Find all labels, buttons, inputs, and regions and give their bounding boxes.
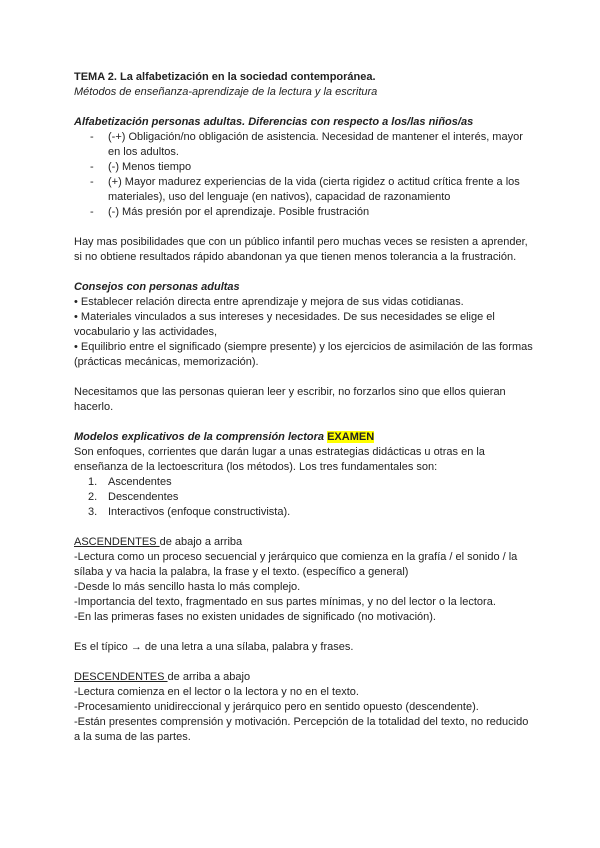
ascendentes-label-rest: de abajo a arriba [159, 536, 243, 548]
list-item [74, 160, 534, 175]
numbered-item-text: Interactivos (enfoque constructivista). [108, 506, 291, 518]
descendentes-label: DESCENDENTES [74, 671, 168, 683]
spacer [74, 655, 534, 670]
section2-paragraph: Necesitamos que las personas quieran leer y escribir, no forzarlos sino que ellos quieran hacerlo. [74, 386, 506, 413]
ascendentes-line: -En las primeras fases no existen unidades de significado (no motivación). [74, 611, 436, 623]
descendentes-line: -Procesamiento unidireccional y jerárquico pero en sentido opuesto (descendente). [74, 701, 479, 713]
number-marker: 1. [88, 476, 98, 488]
dash-marker: - [90, 131, 94, 143]
number-marker: 3. [88, 506, 98, 518]
spacer [74, 625, 534, 640]
dash-marker: - [90, 206, 94, 218]
list-item-text: (+) Mayor madurez experiencias de la vida (cierta rigidez o actitud crítica frente a los materiales), uso del lenguaje (en nativos), capacidad de razonamiento [108, 176, 520, 203]
ascendentes-line: -Desde lo más sencillo hasta lo más complejo. [74, 581, 301, 593]
numbered-item [74, 505, 534, 520]
exam-highlight: EXAMEN [327, 431, 375, 443]
doc-subtitle: Métodos de enseñanza-aprendizaje de la lectura y la escritura [74, 86, 378, 98]
bullet-item: • Equilibrio entre el significado (siempre presente) y los ejercicios de asimilación de las formas (prácticas mecánicas, memorización). [74, 341, 533, 368]
section3-intro: Son enfoques, corrientes que darán lugar a unas estrategias didácticas u otras en la enseñanza de la lectoescritura (los métodos). Los tres fundamentales son: [74, 446, 485, 473]
ascendentes-line: -Lectura como un proceso secuencial y jerárquico que comienza en la grafía / el sonido / la sílaba y va hacia la palabra, la frase y el texto. (específico a general) [74, 551, 518, 578]
number-marker: 2. [88, 491, 98, 503]
bullet-item: • Materiales vinculados a sus intereses y necesidades. De sus necesidades se elige el vocabulario y las actividades, [74, 311, 495, 338]
bullet-item: • Establecer relación directa entre aprendizaje y mejora de sus vidas cotidianas. [74, 296, 464, 308]
section1-paragraph: Hay mas posibilidades que con un público infantil pero muchas veces se resisten a aprender, si no obtiene resultados rápido abandonan ya que tienen menos tolerancia a la frustración. [74, 236, 528, 263]
section2-heading: Consejos con personas adultas [74, 281, 240, 293]
dash-marker: - [90, 161, 94, 173]
section3-heading: Modelos explicativos de la comprensión lectora [74, 431, 325, 443]
descendentes-line: -Lectura comienza en el lector o la lectora y no en el texto. [74, 686, 359, 698]
list-item [74, 175, 534, 205]
list-item [74, 205, 534, 220]
ascendentes-label: ASCENDENTES [74, 536, 160, 548]
spacer [74, 415, 534, 430]
numbered-item [74, 490, 534, 505]
list-item-text: (-) Menos tiempo [108, 161, 192, 173]
spacer [74, 220, 534, 235]
list-item-text: (-+) Obligación/no obligación de asistencia. Necesidad de mantener el interés, mayor en los adultos. [108, 131, 523, 158]
ascendentes-line: -Importancia del texto, fragmentado en sus partes mínimas, y no del lector o la lectora. [74, 596, 496, 608]
section4-heading-line [74, 535, 534, 550]
section1-heading: Alfabetización personas adultas. Diferencias con respecto a los/las niños/as [74, 116, 474, 128]
dash-marker: - [90, 176, 94, 188]
descendentes-label-rest: de arriba a abajo [167, 671, 251, 683]
numbered-item-text: Ascendentes [108, 476, 172, 488]
ascendentes-example: Es el típico → de una letra a una sílaba, palabra y frases. [74, 641, 354, 653]
list-item-text: (-) Más presión por el aprendizaje. Posible frustración [108, 206, 370, 218]
list-item [74, 130, 534, 160]
spacer [74, 265, 534, 280]
doc-title: TEMA 2. La alfabetización en la sociedad contemporánea. [74, 71, 376, 83]
numbered-item [74, 475, 534, 490]
spacer [74, 370, 534, 385]
document-page [74, 70, 534, 745]
spacer [74, 100, 534, 115]
spacer [74, 520, 534, 535]
section5-heading-line [74, 670, 534, 685]
descendentes-line: -Están presentes comprensión y motivación. Percepción de la totalidad del texto, no reducido a la suma de las partes. [74, 716, 529, 743]
numbered-item-text: Descendentes [108, 491, 179, 503]
section3-heading-line [74, 430, 534, 445]
